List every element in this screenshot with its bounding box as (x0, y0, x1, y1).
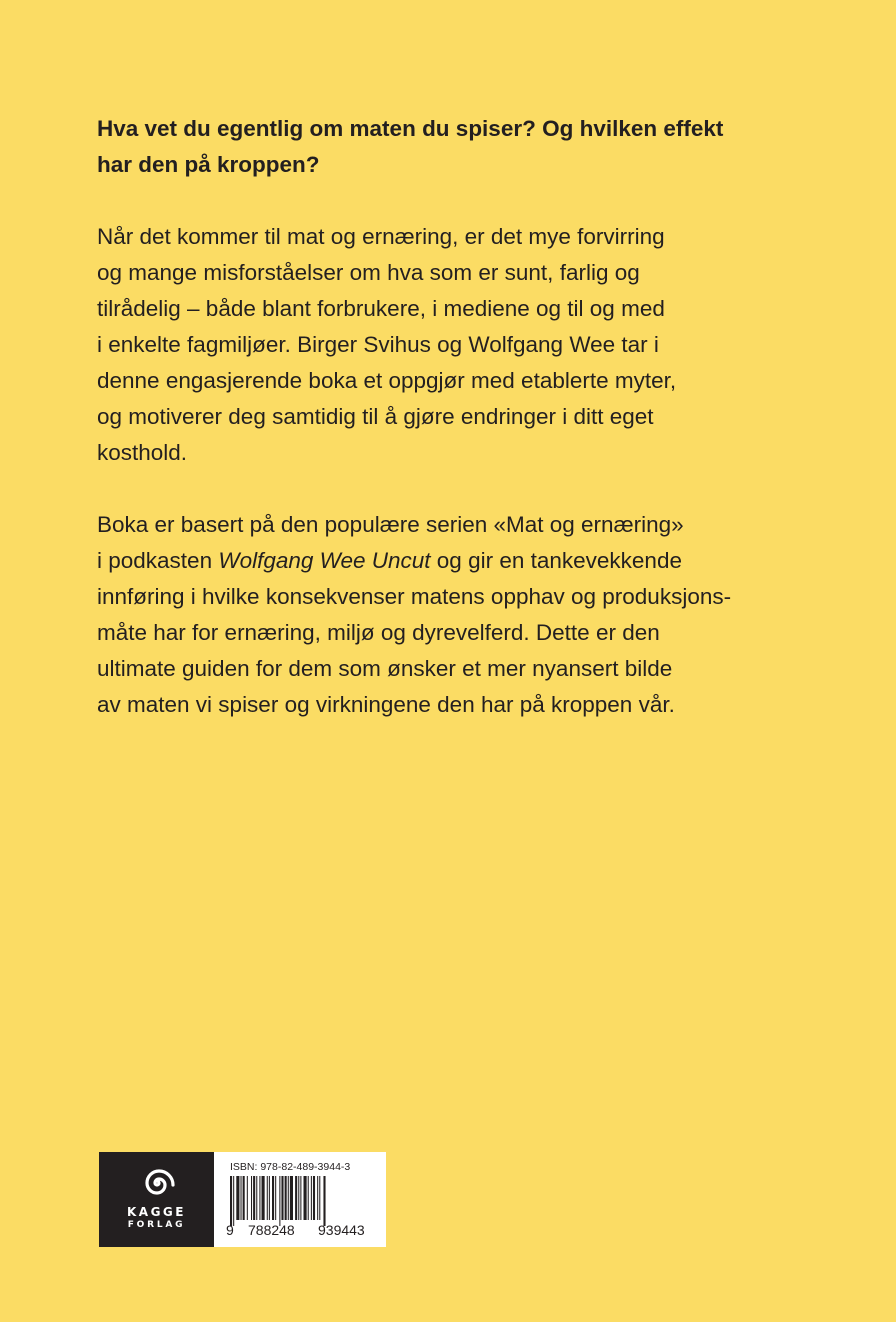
barcode-bar (285, 1176, 287, 1220)
barcode-bar (241, 1176, 242, 1220)
lead-line: Hva vet du egentlig om maten du spiser? Og hvilken effekt (97, 116, 724, 141)
barcode-bar (288, 1176, 289, 1220)
publisher-logo (99, 1152, 214, 1247)
barcode-bar (251, 1176, 252, 1220)
paragraph-text: i podkasten (97, 548, 219, 573)
publisher-name: KAGGE (127, 1205, 186, 1219)
barcode-bar (253, 1176, 255, 1220)
barcode-bar (267, 1176, 268, 1220)
paragraph-line: av maten vi spiser og virkningene den har på kroppen vår. (97, 692, 675, 717)
barcode-bar (304, 1176, 307, 1220)
barcode-bar (317, 1176, 318, 1220)
paragraph-2 (97, 507, 817, 723)
paragraph-text: og gir en tankevekkende (430, 548, 682, 573)
paragraph-line: kosthold. (97, 440, 188, 465)
barcode-bar (319, 1176, 320, 1220)
barcode-bar (262, 1176, 265, 1220)
barcode-bar (298, 1176, 299, 1220)
paragraph-line: innføring i hvilke konsekvenser matens opphav og produksjons- (97, 584, 732, 609)
barcode-bars (230, 1176, 372, 1228)
barcode-bar (275, 1176, 276, 1220)
lead-question (97, 111, 817, 183)
paragraph-line: og mange misforståelser om hva som er sunt, farlig og (97, 260, 640, 285)
barcode-bar (290, 1176, 293, 1220)
paragraph-line: Boka er basert på den populære serien «Mat og ernæring» (97, 512, 684, 537)
barcode (214, 1152, 386, 1247)
paragraph-line: måte har for ernæring, miljø og dyrevelferd. Dette er den (97, 620, 660, 645)
paragraph-line: i enkelte fagmiljøer. Birger Svihus og Wolfgang Wee tar i (97, 332, 659, 357)
barcode-bar (233, 1176, 234, 1226)
paragraph-line: og motiverer deg samtidig til å gjøre endringer i ditt eget (97, 404, 654, 429)
barcode-bar (256, 1176, 257, 1220)
barcode-bar (323, 1176, 325, 1226)
barcode-digits-left: 788248 (248, 1222, 295, 1238)
isbn-label: ISBN: 978-82-489-3944-3 (230, 1161, 351, 1173)
publisher-subtitle: FORLAG (127, 1220, 186, 1230)
barcode-bar (311, 1176, 312, 1220)
paragraph-line (97, 543, 817, 579)
spiral-logo-icon (138, 1164, 176, 1202)
barcode-bar (243, 1176, 245, 1220)
barcode-bar (281, 1176, 283, 1220)
barcode-bar (300, 1176, 301, 1220)
podcast-title: Wolfgang Wee Uncut (218, 548, 431, 573)
back-cover-text (97, 111, 817, 759)
barcode-digit-first: 9 (226, 1222, 234, 1238)
paragraph-line: Når det kommer til mat og ernæring, er det mye forvirring (97, 224, 665, 249)
barcode-bar (295, 1176, 297, 1220)
barcode-digits-right: 939443 (318, 1222, 365, 1238)
barcode-bar (236, 1176, 239, 1220)
lead-line: har den på kroppen? (97, 152, 320, 177)
publisher-barcode-block (99, 1152, 386, 1247)
barcode-bar (279, 1176, 280, 1226)
barcode-bar (272, 1176, 274, 1220)
barcode-bar (308, 1176, 309, 1220)
paragraph-line: tilrådelig – både blant forbrukere, i mediene og til og med (97, 296, 665, 321)
barcode-bar (247, 1176, 248, 1220)
barcode-bar (230, 1176, 232, 1226)
barcode-bar (259, 1176, 260, 1220)
barcode-bar (269, 1176, 270, 1220)
paragraph-line: ultimate guiden for dem som ønsker et mer nyansert bilde (97, 656, 673, 681)
barcode-bar (313, 1176, 315, 1220)
paragraph-line: denne engasjerende boka et oppgjør med etablerte myter, (97, 368, 677, 393)
paragraph-1 (97, 219, 817, 471)
